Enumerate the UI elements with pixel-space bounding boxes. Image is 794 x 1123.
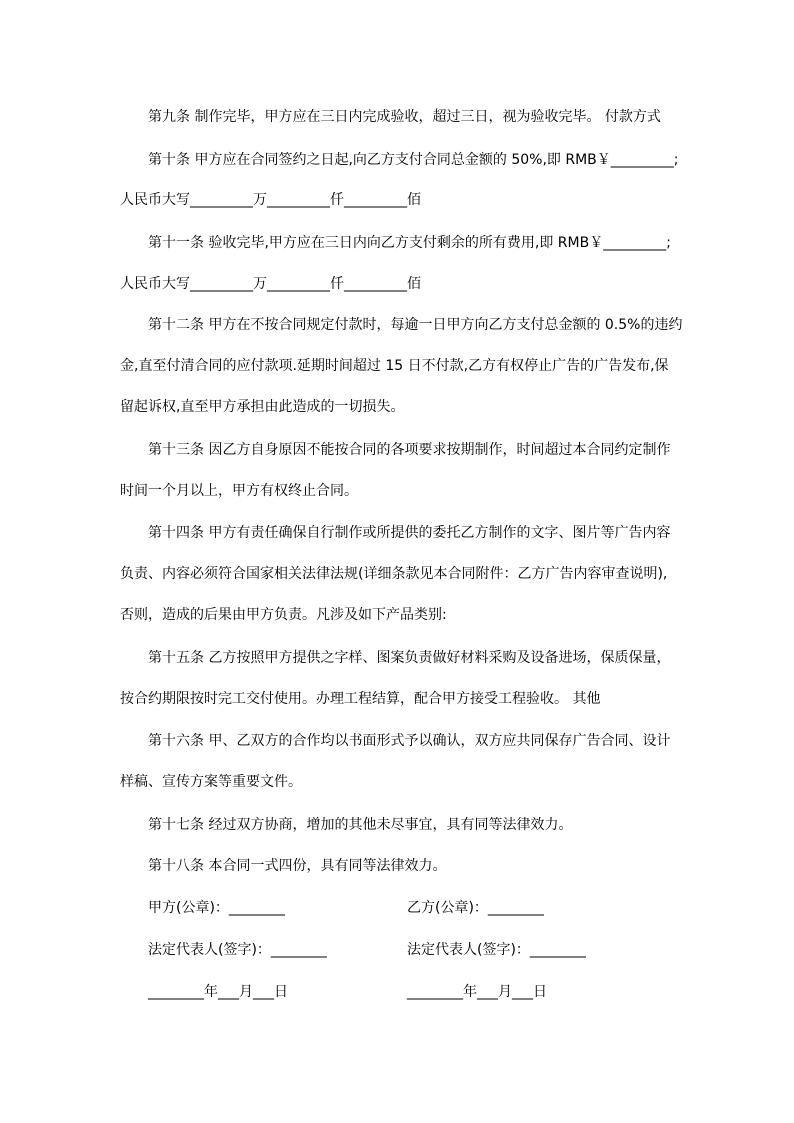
clause-11-line: 第十一条 验收完毕,甲方应在三日内向乙方支付剩余的所有费用,即 RMB￥_________;: [148, 235, 671, 251]
clause-10-line: 第十条 甲方应在合同签约之日起,向乙方支付合同总金额的 50%,即 RMB￥_________;: [148, 152, 679, 168]
clause-14-continuation: 负责、内容必须符合国家相关法律法规(详细条款见本合同附件：乙方广告内容审查说明),: [120, 566, 668, 582]
party-b-date-field: ________年___月___日: [407, 984, 547, 1000]
party-a-date-field: ________年___月___日: [148, 984, 288, 1000]
clause-14-continuation: 否则，造成的后果由甲方负责。凡涉及如下产品类别:: [120, 607, 447, 623]
clause-12-continuation: 留起诉权,直至甲方承担由此造成的一切损失。: [120, 399, 405, 415]
party-b-rep-field: 法定代表人(签字)：________: [407, 942, 586, 958]
clause-12-continuation: 金,直至付清合同的应付款项.延期时间超过 15 日不付款,乙方有权停止广告的广告发布,保: [120, 358, 669, 374]
amount-in-words-line: 人民币大写_________万_________仟_________佰: [120, 192, 421, 208]
clause-18-line: 第十八条 本合同一式四份，具有同等法律效力。: [148, 858, 447, 874]
clause-15-line: 第十五条 乙方按照甲方提供之字样、图案负责做好材料采购及设备进场，保质保量，: [148, 650, 671, 666]
clause-13-continuation: 时间一个月以上，甲方有权终止合同。: [120, 483, 358, 499]
amount-in-words-line: 人民币大写_________万_________仟_________佰: [120, 276, 421, 292]
clause-17-line: 第十七条 经过双方协商，增加的其他未尽事宜，具有同等法律效力。: [148, 817, 573, 833]
party-a-seal-field: 甲方(公章)：________: [148, 900, 285, 916]
clause-16-line: 第十六条 甲、乙双方的合作均以书面形式予以确认，双方应共同保存广告合同、设计: [148, 733, 671, 749]
party-b-seal-field: 乙方(公章)：________: [407, 900, 544, 916]
clause-12-line: 第十二条 甲方在不按合同规定付款时，每逾一日甲方向乙方支付总金额的 0.5%的违约: [148, 317, 683, 333]
clause-15-continuation: 按合约期限按时完工交付使用。办理工程结算，配合甲方接受工程验收。 其他: [120, 691, 601, 707]
party-a-rep-field: 法定代表人(签字)：________: [148, 942, 327, 958]
clause-16-continuation: 样稿、宣传方案等重要文件。: [120, 774, 302, 790]
clause-14-line: 第十四条 甲方有责任确保自行制作或所提供的委托乙方制作的文字、图片等广告内容: [148, 525, 671, 541]
clause-9-line: 第九条 制作完毕，甲方应在三日内完成验收，超过三日，视为验收完毕。 付款方式: [148, 109, 661, 125]
clause-13-line: 第十三条 因乙方自身原因不能按合同的各项要求按期制作，时间超过本合同约定制作: [148, 442, 671, 458]
